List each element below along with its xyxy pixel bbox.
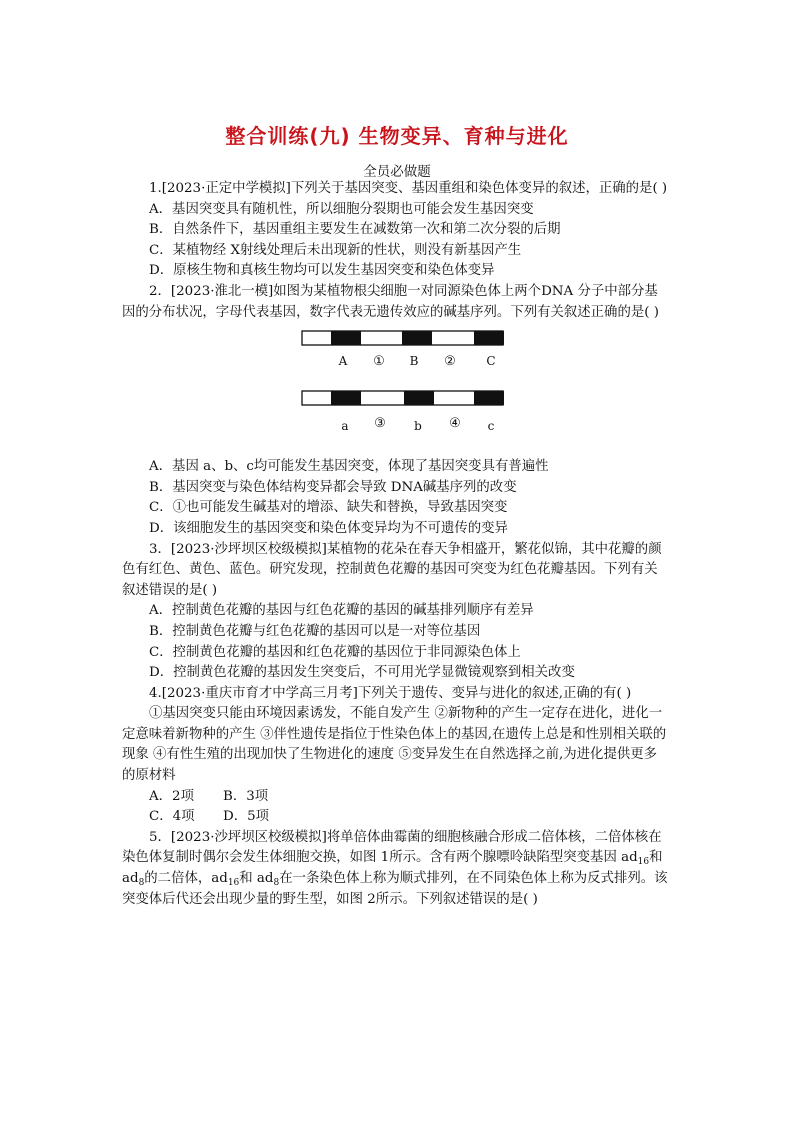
label-gene-c: c	[487, 419, 495, 434]
question-4-options-row-2	[122, 807, 670, 828]
question-1-option-c: C．某植物经 X射线处理后未出现新的性状，则没有新基因产生	[149, 242, 522, 258]
gene-segment-c	[474, 391, 504, 405]
gene-segment-C	[474, 331, 504, 345]
question-5-stem-part-1: 5．[2023·沙坪坝区校级模拟]将单倍体曲霉菌的细胞核融合形成二倍体核，二倍体核在染色体复制时偶尔会发生体细胞交换，如图 1所示。含有两个腺嘌呤缺陷型突变基因 ad	[122, 829, 662, 866]
question-2-stem: 2．[2023·淮北一模]如图为某植物根尖细胞一对同源染色体上两个DNA 分子中部分基因的分布状况，字母代表基因，数字代表无遗传效应的碱基序列。下列有关叙述正确的是( )	[122, 283, 659, 320]
dna-diagram-svg	[122, 327, 670, 455]
section-heading: 全员必做题	[363, 164, 431, 180]
question-list	[122, 179, 670, 910]
label-gene-A: A	[338, 354, 348, 369]
page-title: 整合训练(九) 生物变异、育种与进化	[225, 124, 569, 148]
gene-segment-a	[331, 391, 361, 405]
label-gene-C: C	[486, 354, 496, 369]
gene-segment-b	[404, 391, 434, 405]
question-4-stem: 4.[2023·重庆市育才中学高三月考]下列关于遗传、变异与进化的叙述,正确的有( )	[149, 685, 632, 701]
question-4-options-row-1	[122, 787, 670, 808]
question-4-option-c: C．4项	[149, 809, 195, 825]
labels-top	[338, 354, 496, 369]
question-1-stem: 1.[2023·正定中学模拟]下列关于基因突变、基因重组和染色体变异的叙述，正确的是( )	[149, 181, 668, 196]
label-gene-b: b	[414, 419, 422, 434]
question-3-option-a: A．控制黄色花瓣的基因与红色花瓣的基因的碱基排列顺序有差异	[149, 603, 534, 619]
question-4-option-d: D．5项	[223, 809, 270, 825]
question-5-stem-part-4: 和 ad	[239, 871, 274, 887]
gene-segment-A	[331, 331, 361, 345]
question-1-option-d: D．原核生物和真核生物均可以发生基因突变和染色体变异	[149, 263, 495, 279]
question-2-option-c: C．①也可能发生碱基对的增添、缺失和替换，导致基因突变	[149, 500, 508, 516]
question-5-stem-part-3: 的二倍体，ad	[144, 871, 228, 887]
question-2-option-a: A．基因 a、b、c均可能发生基因突变，体现了基因突变具有普遍性	[149, 459, 549, 475]
question-4-statements: ①基因突变只能由环境因素诱发，不能自发产生 ②新物种的产生一定存在进化，进化一定意味着新物种的产生 ③伴性遗传是指位于性染色体上的基因,在遗传上总是和性别相关联的现象 ④有性生殖的出现加快了生物进化的速度 ⑤变异发生在自然选择之前,为进化提供更多的原材料	[122, 706, 667, 784]
question-3-stem: 3．[2023·沙坪坝区校级模拟]某植物的花朵在春天争相盛开，繁花似锦，其中花瓣的颜色有红色、黄色、蓝色。研究发现，控制黄色花瓣的基因可突变为红色花瓣基因。下列有关叙述错误的是( )	[122, 541, 662, 598]
dna-molecule-top	[302, 327, 504, 345]
label-seq-4: ④	[449, 416, 461, 432]
label-gene-a: a	[341, 419, 349, 434]
dna-gene-diagram	[122, 327, 670, 455]
question-5-stem-part-5: 在一条染色体上称为顺式排列，在不同染色体上称为反式排列。该突变体后代还会出现少量的野生型，如图 2所示。下列叙述错误的是( )	[122, 871, 668, 907]
question-4-option-b: B．3项	[223, 788, 269, 804]
question-3-option-b: B．控制黄色花瓣与红色花瓣的基因可以是一对等位基因	[149, 623, 481, 639]
question-3-option-d: D．控制黄色花瓣的基因发生突变后，不可用光学显微镜观察到相关改变	[149, 665, 575, 681]
question-3-option-c: C．控制黄色花瓣的基因和红色花瓣的基因位于非同源染色体上	[149, 644, 521, 660]
question-1-option-b: B．自然条件下，基因重组主要发生在减数第一次和第二次分裂的后期	[149, 222, 561, 238]
gene-segment-B	[402, 331, 432, 345]
question-5-stem	[122, 828, 670, 910]
subscript-16: 16	[227, 878, 240, 889]
labels-bottom	[341, 416, 494, 433]
question-2-option-b: B．基因突变与染色体结构变异都会导致 DNA碱基序列的改变	[149, 479, 517, 495]
label-gene-B: B	[409, 354, 419, 369]
subscript-8: 8	[273, 878, 280, 889]
label-seq-1: ①	[373, 354, 385, 370]
subscript-8: 8	[138, 878, 145, 889]
subscript-16: 16	[637, 857, 650, 868]
label-seq-3: ③	[374, 416, 386, 432]
label-seq-2: ②	[444, 354, 456, 370]
question-5-stem-part-2: 和 ad	[122, 850, 663, 887]
question-1-option-a: A．基因突变具有随机性，所以细胞分裂期也可能会发生基因突变	[149, 201, 534, 217]
question-2-option-d: D．该细胞发生的基因突变和染色体变异均为不可遗传的变异	[149, 520, 508, 536]
dna-molecule-bottom	[302, 391, 504, 405]
question-4-option-a: A．2项	[149, 788, 194, 804]
